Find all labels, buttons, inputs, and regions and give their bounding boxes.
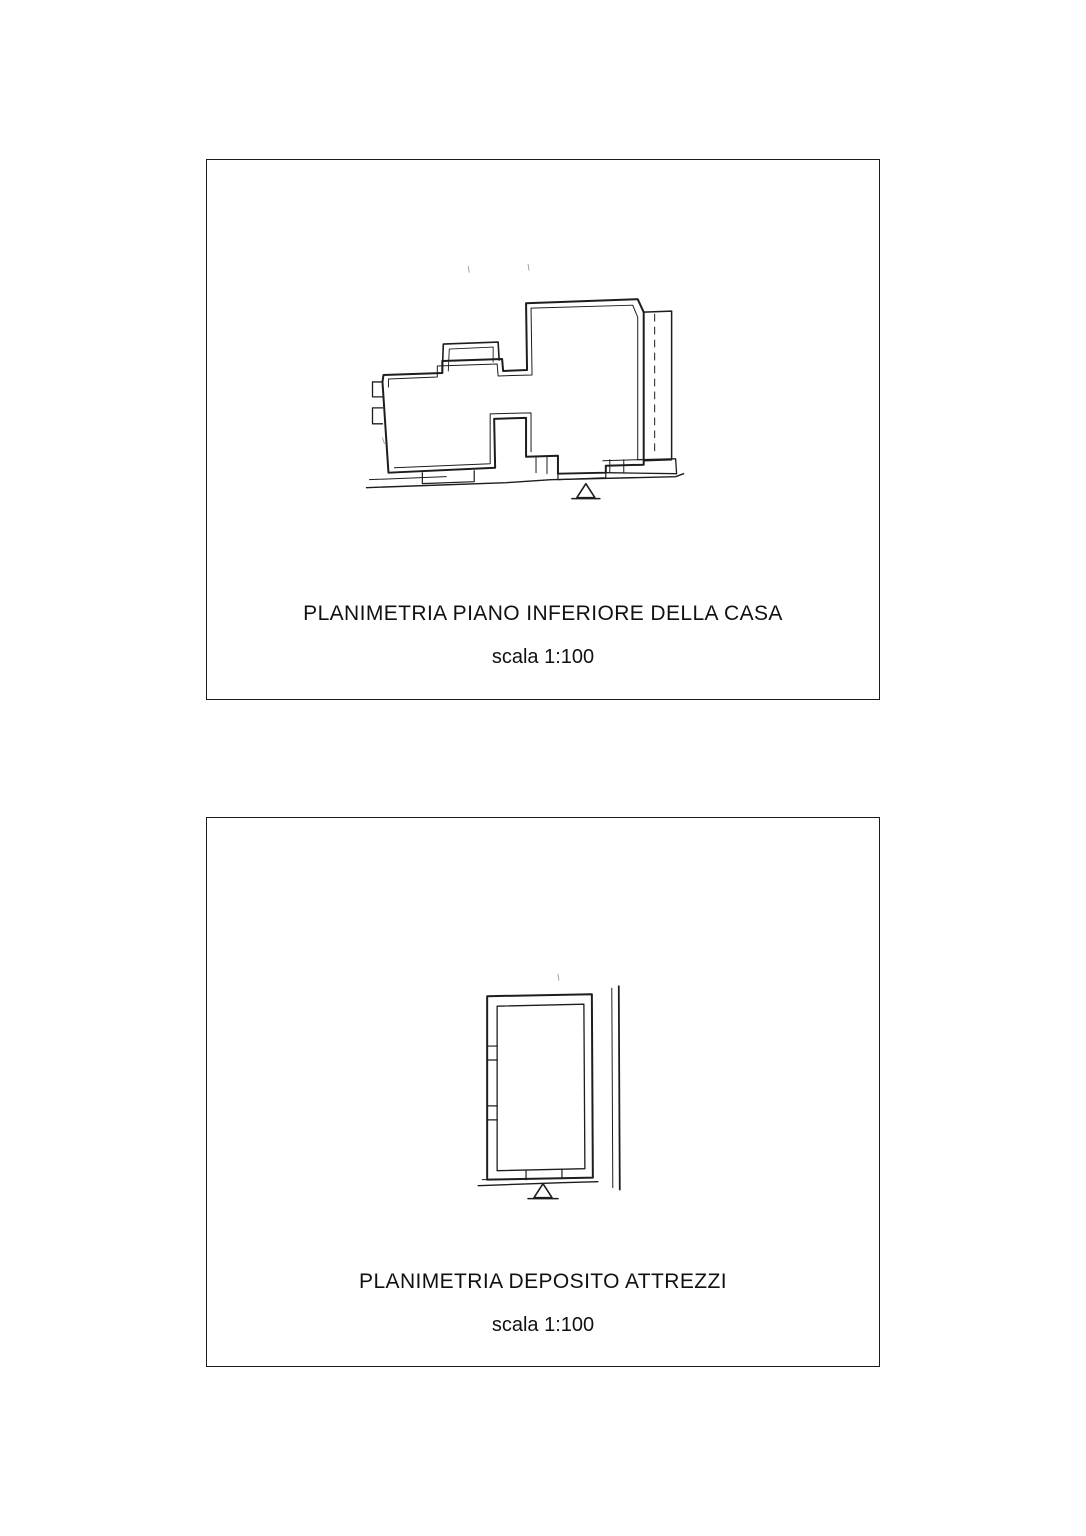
plan-scale-lower-floor: scala 1:100 [491,646,595,669]
floor-plan-drawing-tool-shed [207,878,879,1258]
floor-plan-svg-tool-shed [207,878,879,1258]
caption-tool-shed [207,1268,879,1339]
caption-lower-floor [207,600,879,671]
plan-scale-tool-shed: scala 1:100 [491,1314,595,1337]
plan-frame-tool-shed [206,817,880,1367]
floor-plan-svg-lower-floor [207,168,879,568]
plan-title-lower-floor: PLANIMETRIA PIANO INFERIORE DELLA CASA [303,602,783,625]
plan-title-tool-shed: PLANIMETRIA DEPOSITO ATTREZZI [359,1270,727,1293]
floor-plan-drawing-lower-floor [207,168,879,568]
plan-frame-lower-floor [206,159,880,700]
